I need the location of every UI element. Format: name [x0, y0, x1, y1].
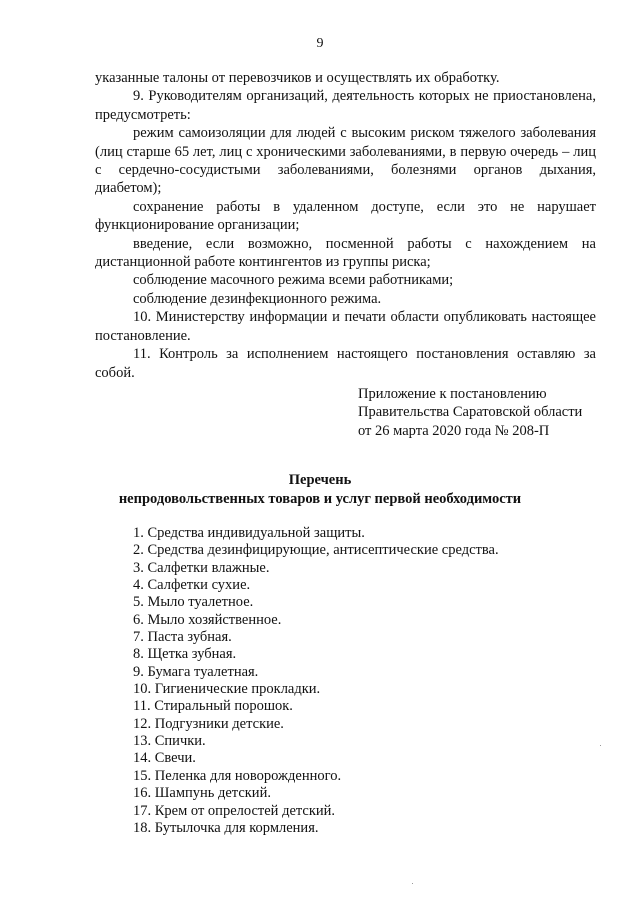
scan-speck [600, 745, 601, 746]
list-item: 8. Щетка зубная. [133, 646, 237, 663]
list-item: 12. Подгузники детские. [133, 715, 284, 732]
paragraph-self-isolation: режим самоизоляции для людей с высоким риском тяжелого заболевания (лиц старше 65 лет, лиц с хроническими заболеваниями, в первую очередь – лиц с сердечно-сосудистыми заболеваниями, болезнями органов дыхания, диабетом); [95, 125, 596, 197]
page-number: 9 [316, 36, 324, 51]
list-item: 16. Шампунь детский. [133, 785, 271, 802]
paragraph-disinfection: соблюдение дезинфекционного режима. [133, 290, 382, 307]
paragraph-continuation: указанные талоны от перевозчиков и осуществлять их обработку. [95, 70, 500, 86]
document-body [95, 69, 596, 382]
scan-speck [412, 883, 413, 884]
list-item: 4. Салфетки сухие. [133, 577, 251, 594]
list-item: 14. Свечи. [133, 750, 196, 767]
list-item: 11. Стиральный порошок. [133, 698, 293, 715]
appendix-header [358, 385, 608, 440]
appendix-line: от 26 марта 2020 года № 208-П [358, 422, 550, 439]
list-item: 7. Паста зубная. [133, 629, 232, 646]
list-item: 2. Средства дезинфицирующие, антисептические средства. [133, 542, 499, 559]
paragraph-shift-work: введение, если возможно, посменной работы с нахождением на дистанционной работе контингентов из группы риска; [95, 235, 596, 271]
list-item: 15. Пеленка для новорожденного. [133, 767, 342, 784]
paragraph-remote-work: сохранение работы в удаленном доступе, если это не нарушает функционирование организации; [95, 198, 596, 234]
list-item: 13. Спички. [133, 733, 206, 750]
appendix-line: Приложение к постановлению [358, 386, 547, 402]
list-title-heading: Перечень [288, 472, 352, 488]
paragraph-mask-regime: соблюдение масочного режима всеми работниками; [133, 272, 454, 289]
list-item: 9. Бумага туалетная. [133, 663, 259, 680]
list-item: 5. Мыло туалетное. [133, 594, 254, 611]
list-item: 10. Гигиенические прокладки. [133, 681, 321, 698]
appendix-line: Правительства Саратовской области [358, 404, 583, 421]
list-item: 3. Салфетки влажные. [133, 559, 270, 576]
paragraph-item-11: 11. Контроль за исполнением настоящего постановления оставляю за собой. [95, 346, 596, 381]
paragraph-item-9: 9. Руководителям организаций, деятельность которых не приостановлена, предусмотреть: [95, 88, 596, 123]
paragraph-item-10: 10. Министерству информации и печати области опубликовать настоящее постановление. [95, 309, 596, 344]
list-item: 17. Крем от опрелостей детский. [133, 802, 336, 819]
list-item: 18. Бутылочка для кормления. [133, 819, 319, 836]
list-title [0, 471, 640, 509]
list-item: 1. Средства индивидуальной защиты. [133, 525, 365, 541]
list-item: 6. Мыло хозяйственное. [133, 611, 282, 628]
goods-list [133, 525, 593, 837]
list-title-subheading: непродовольственных товаров и услуг первой необходимости [118, 491, 522, 507]
